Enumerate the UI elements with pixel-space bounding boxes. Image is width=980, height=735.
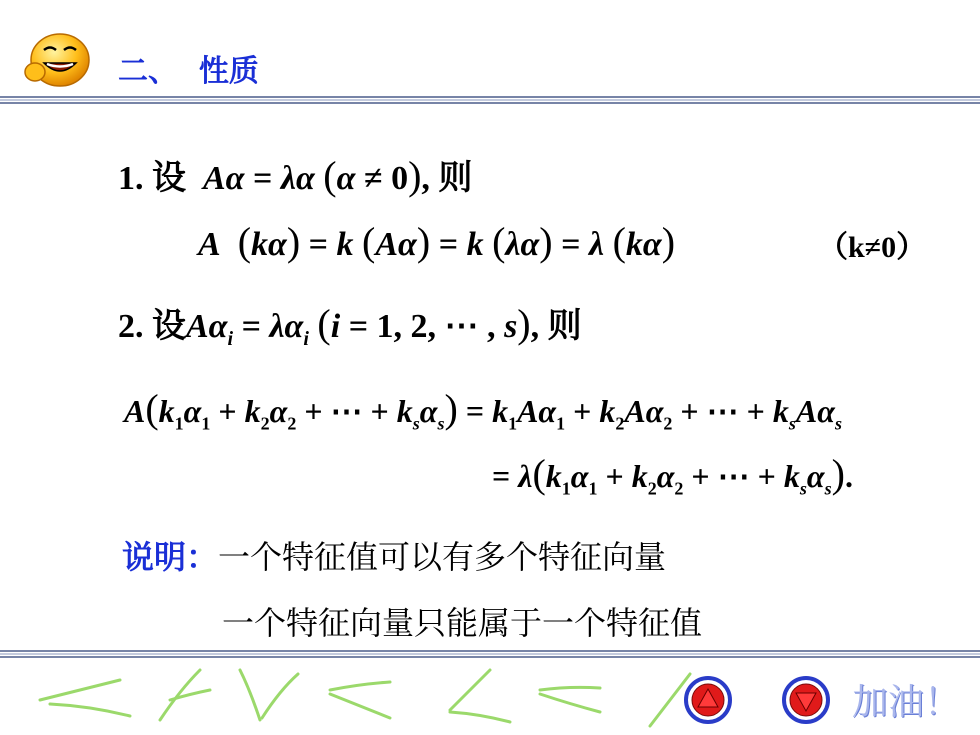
property-1-suffix: , 则 <box>421 160 473 197</box>
note-line-2: 一个特征向量只能属于一个特征值 <box>222 604 703 642</box>
next-slide-button[interactable] <box>782 676 830 724</box>
property-1-condition: （k≠0） <box>818 231 927 264</box>
property-2-suffix: , 则 <box>530 308 582 345</box>
note-line-1 <box>122 532 666 578</box>
page-title: 二、 性质 <box>118 54 259 89</box>
grass-decoration <box>30 660 710 732</box>
property-2-prefix: 2. 设 <box>118 308 186 345</box>
property-2-derivation-1: $A(k_1\alpha_1 + k_2\alpha_2$ + ⋯ + $k_s\alpha_s) = k_1A\alpha_1 + k_2A\alpha_2$ + ⋯ + $k_sA\alpha_s$ <box>124 386 842 434</box>
footer-divider <box>0 650 980 658</box>
property-2-statement: 2. 设$A\alpha_i = \lambda\alpha_i$ (i = 1, 2, ⋯ , s), 则 <box>118 301 582 350</box>
property-1-derivation: A (kα) = k (Aα) = k (λα) = λ (kα) <box>198 219 676 264</box>
note-text-1: 一个特征值可以有多个特征向量 <box>218 538 667 576</box>
property-1-prefix: 1. 设 <box>118 160 186 197</box>
smiley-emoji-icon <box>22 30 94 90</box>
header-divider <box>0 96 980 104</box>
eigen-equation: Aα = λα (α ≠ 0) <box>203 153 422 198</box>
property-2-derivation-2: = $\lambda(k_1\alpha_1 + k_2\alpha_2$ + ⋯ + $k_s\alpha_s$). <box>492 451 853 499</box>
cheer-text: 加油！ <box>851 682 960 723</box>
prev-slide-button[interactable] <box>684 676 732 724</box>
property-1-statement <box>118 150 472 199</box>
note-label: 说明： <box>122 538 219 576</box>
